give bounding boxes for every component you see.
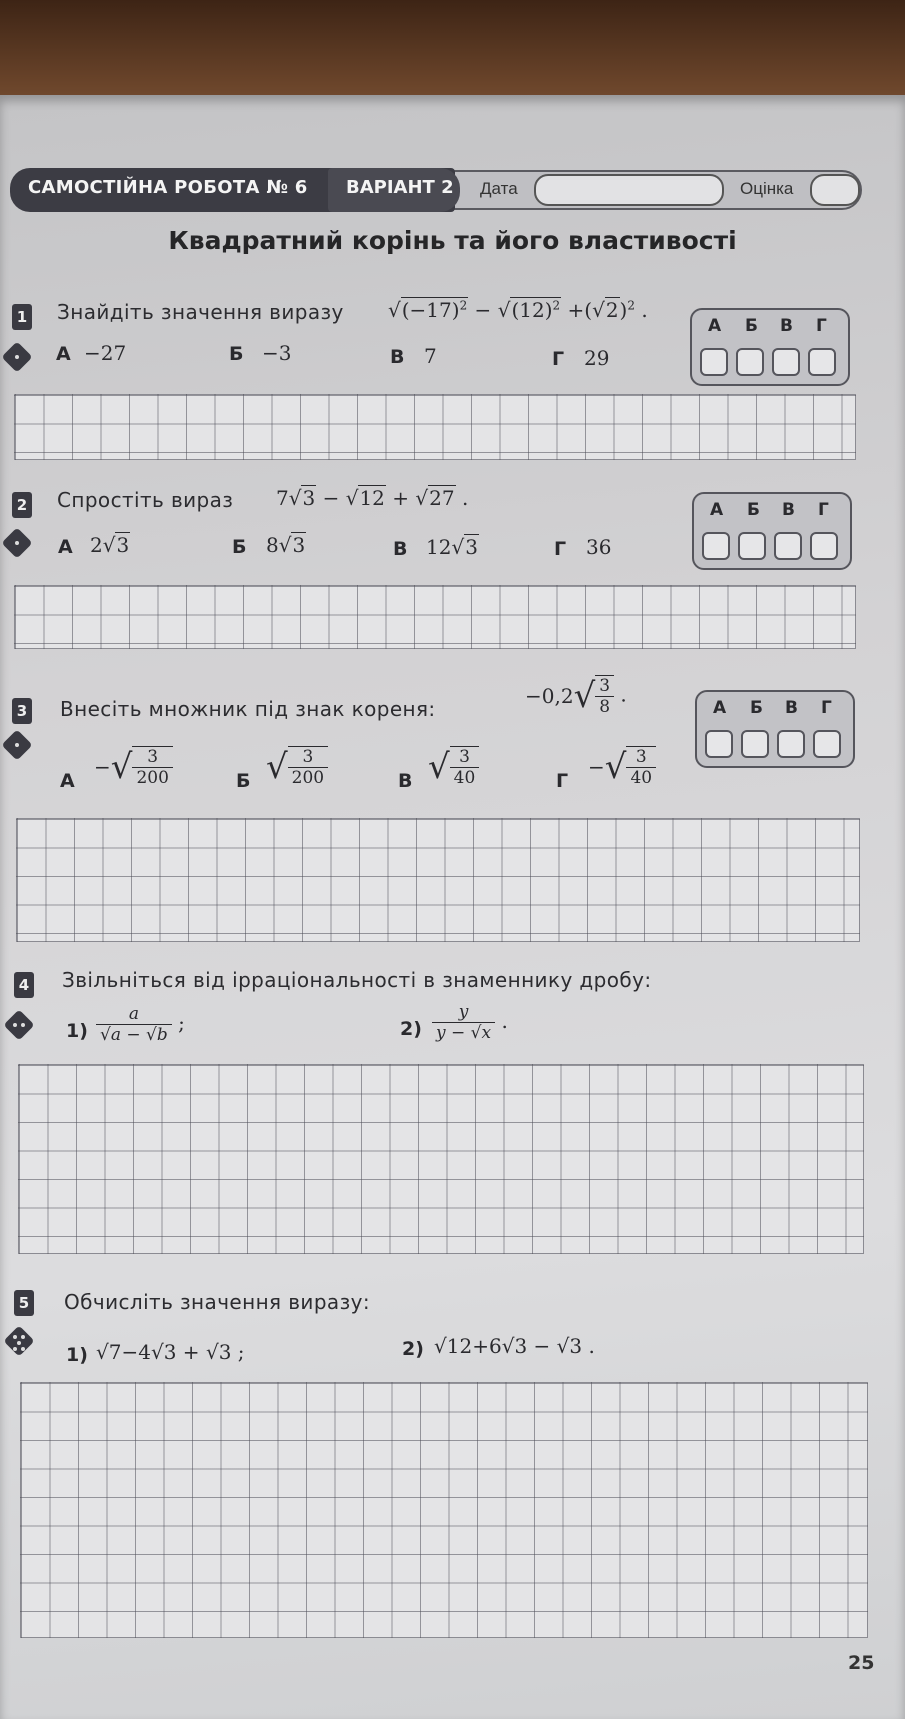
task-1-option-letter: Г: [552, 348, 565, 370]
answer-card-2: [692, 492, 852, 570]
task-3-option-letter: В: [398, 770, 413, 792]
task-2-option-value: 2√3: [90, 533, 130, 557]
task-3-option-letter: Б: [236, 770, 251, 792]
task-3-prompt: Внесіть множник під знак кореня:: [60, 697, 436, 721]
answer-card-letter: А: [708, 316, 722, 336]
task-4-item-label: 1): [66, 1020, 88, 1042]
answer-card-letter: Б: [745, 316, 758, 336]
task-number-4: 4: [14, 972, 34, 998]
task-5-item-1: √7−4√3 + √3 ;: [96, 1340, 245, 1364]
difficulty-dot-icon: [17, 1341, 21, 1345]
difficulty-dot-icon: [15, 355, 19, 359]
task-number-5: 5: [14, 1290, 34, 1316]
difficulty-dot-icon: [13, 1023, 17, 1027]
task-3-option-value: √ $\frac{3}{40}$: [428, 746, 479, 788]
difficulty-dot-icon: [21, 1023, 25, 1027]
task-1-option-value: 7: [424, 344, 437, 368]
task-number-2: 2: [12, 492, 32, 518]
task-2-option-letter: Б: [232, 536, 247, 558]
task-3-option-value: √ $\frac{3}{200}$: [266, 746, 328, 788]
task-3-option-letter: Г: [556, 770, 569, 792]
task-1-option-letter: В: [390, 346, 405, 368]
answer-card-letter: А: [713, 698, 727, 718]
answer-checkbox-v[interactable]: [774, 532, 802, 560]
task-1-option-letter: Б: [229, 343, 244, 365]
answer-card-letter: А: [710, 500, 724, 520]
task-number-1: 1: [12, 304, 32, 330]
task-1-expression: $√(-17)^2 - √(12)^2 +(√2)^2$ .: [388, 298, 648, 322]
task-5-item-label: 2): [402, 1338, 424, 1360]
answer-card-letter: Г: [821, 698, 832, 718]
answer-card-letter: В: [782, 500, 795, 520]
answer-card-letter: Б: [747, 500, 760, 520]
date-field[interactable]: [534, 174, 724, 206]
answer-checkbox-a[interactable]: [705, 730, 733, 758]
grade-field[interactable]: [810, 174, 860, 206]
answer-checkbox-a[interactable]: [700, 348, 728, 376]
difficulty-dot-icon: [13, 1347, 17, 1351]
answer-checkbox-v[interactable]: [772, 348, 800, 376]
answer-checkbox-b[interactable]: [736, 348, 764, 376]
task-2-option-letter: Г: [554, 538, 567, 560]
task-2-work-grid[interactable]: [14, 585, 856, 649]
task-4-item-1: $\frac{a}{√a - √b}$ ;: [96, 1004, 185, 1045]
answer-checkbox-g[interactable]: [810, 532, 838, 560]
task-5-prompt: Обчисліть значення виразу:: [64, 1290, 370, 1314]
task-2-option-letter: А: [58, 536, 73, 558]
task-3-option-value: −√ $\frac{3}{40}$: [588, 746, 656, 788]
variant-label: ВАРІАНТ 2: [346, 177, 454, 198]
task-4-prompt: Звільніться від ірраціональності в знаменнику дробу:: [62, 968, 652, 992]
answer-card-letter: В: [780, 316, 793, 336]
task-2-option-value: 12√3: [426, 535, 478, 559]
task-1-prompt: Знайдіть значення виразу: [57, 300, 344, 324]
difficulty-dot-icon: [21, 1347, 25, 1351]
task-3-work-grid[interactable]: [16, 818, 860, 942]
task-1-option-letter: А: [56, 343, 71, 365]
difficulty-dot-icon: [13, 1335, 17, 1339]
task-2-option-letter: В: [393, 538, 408, 560]
page-title: Квадратний корінь та його властивості: [168, 226, 737, 255]
worksheet-header: [10, 168, 855, 214]
answer-card-letter: Г: [816, 316, 827, 336]
task-2-option-value: 36: [586, 535, 612, 559]
answer-card-1: [690, 308, 850, 386]
task-2-option-value: 8√3: [266, 533, 306, 557]
answer-checkbox-g[interactable]: [813, 730, 841, 758]
answer-card-letter: Б: [750, 698, 763, 718]
difficulty-dot-icon: [21, 1335, 25, 1339]
task-1-option-value: −27: [84, 341, 127, 365]
task-1-option-value: −3: [262, 341, 292, 365]
answer-checkbox-b[interactable]: [741, 730, 769, 758]
answer-checkbox-g[interactable]: [808, 348, 836, 376]
task-1-work-grid[interactable]: [14, 394, 856, 460]
difficulty-dot-icon: [15, 743, 19, 747]
task-2-expression: 7√3 − √12 + √27 .: [276, 486, 469, 510]
task-5-work-grid[interactable]: [20, 1382, 868, 1638]
date-label: Дата: [480, 179, 518, 198]
task-4-item-label: 2): [400, 1018, 422, 1040]
task-3-expression: −0,2√ $\frac{3}{8}$ .: [525, 676, 627, 717]
task-3-option-letter: А: [60, 770, 75, 792]
answer-checkbox-a[interactable]: [702, 532, 730, 560]
grade-label: Оцінка: [740, 179, 794, 198]
task-1-option-value: 29: [584, 346, 610, 370]
answer-card-3: [695, 690, 855, 768]
page-number: 25: [848, 1652, 875, 1674]
task-2-prompt: Спростіть вираз: [57, 488, 234, 512]
worksheet-title: САМОСТІЙНА РОБОТА № 6: [28, 177, 308, 198]
answer-checkbox-b[interactable]: [738, 532, 766, 560]
task-5-item-2: √12+6√3 − √3 .: [434, 1334, 595, 1358]
task-4-item-2: $\frac{y}{y - √x}$ .: [432, 1002, 508, 1043]
task-5-item-label: 1): [66, 1344, 88, 1366]
answer-card-letter: В: [785, 698, 798, 718]
task-number-3: 3: [12, 698, 32, 724]
difficulty-dot-icon: [15, 541, 19, 545]
answer-card-letter: Г: [818, 500, 829, 520]
answer-checkbox-v[interactable]: [777, 730, 805, 758]
task-3-option-value: −√ $\frac{3}{200}$: [94, 746, 173, 788]
task-4-work-grid[interactable]: [18, 1064, 864, 1254]
